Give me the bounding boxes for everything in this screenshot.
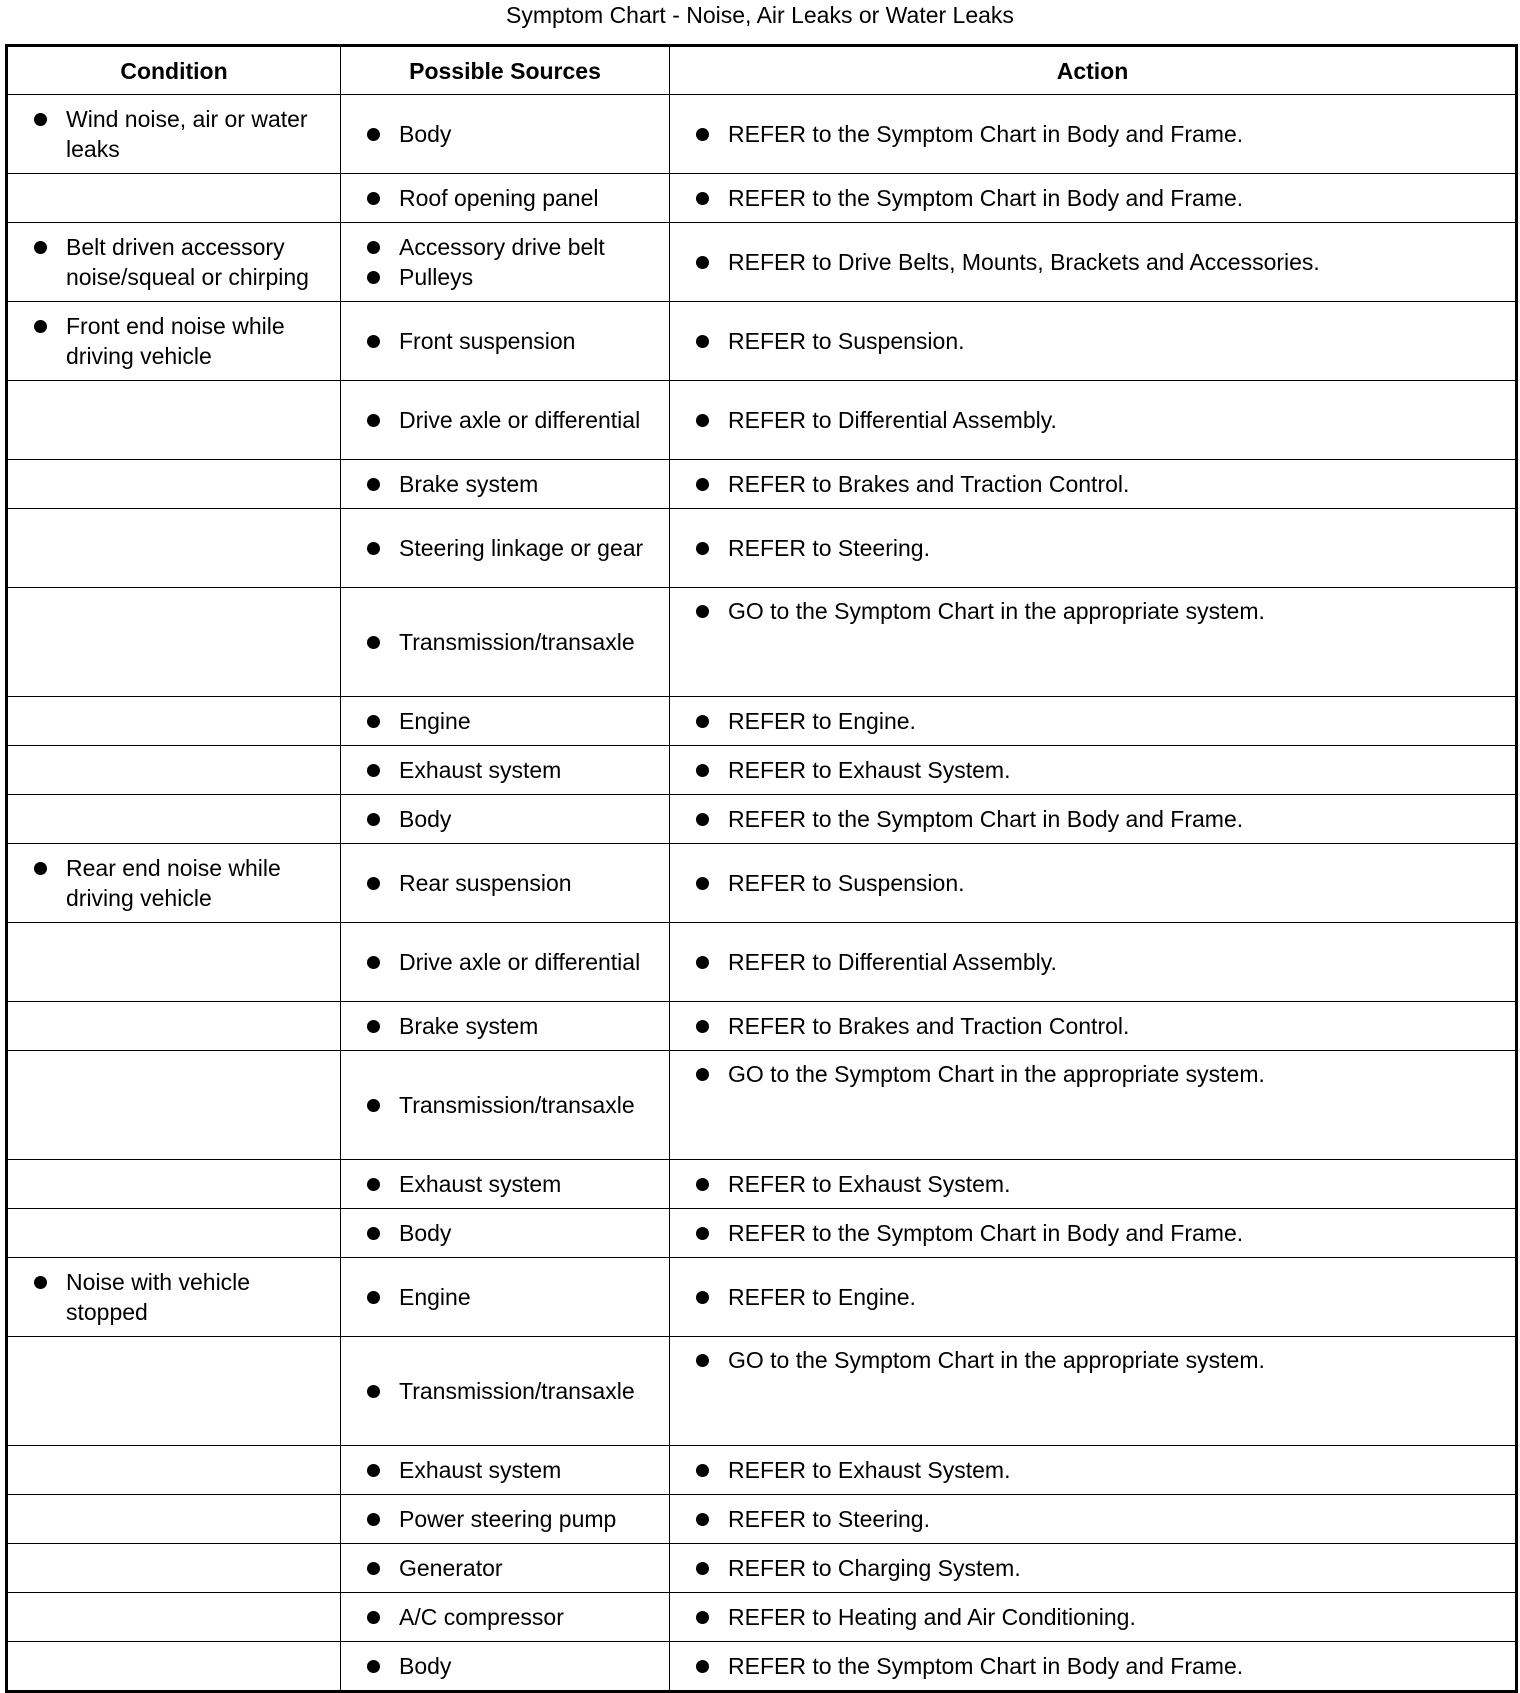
source-item <box>367 469 661 499</box>
bullet-icon <box>367 813 380 826</box>
bullet-icon <box>696 128 709 141</box>
bullet-icon <box>34 320 47 333</box>
action-cell <box>670 174 1517 223</box>
action-item <box>696 469 1507 499</box>
table-row <box>7 923 1517 1002</box>
action-text: REFER to Differential Assembly. <box>728 949 1057 975</box>
source-text: Brake system <box>399 471 539 497</box>
action-item <box>696 1651 1507 1681</box>
action-text: REFER to the Symptom Chart in Body and Frame. <box>728 1653 1244 1679</box>
bullet-icon <box>34 241 47 254</box>
source-text: Steering linkage or gear <box>399 535 644 561</box>
condition-item <box>34 104 332 164</box>
source-item <box>367 804 661 834</box>
source-item <box>367 868 661 898</box>
condition-text: Belt driven accessory noise/squeal or chirping <box>66 234 309 290</box>
condition-item <box>34 311 332 371</box>
action-text: GO to the Symptom Chart in the appropriate system. <box>728 598 1265 624</box>
action-item <box>696 596 1507 626</box>
bullet-icon <box>34 1276 47 1289</box>
bullet-icon <box>696 1354 709 1367</box>
action-text: REFER to Suspension. <box>728 328 965 354</box>
condition-cell <box>7 1258 341 1337</box>
action-item <box>696 804 1507 834</box>
condition-cell <box>7 381 341 460</box>
action-text: REFER to the Symptom Chart in Body and Frame. <box>728 806 1244 832</box>
table-body <box>7 95 1517 1692</box>
source-text: Roof opening panel <box>399 185 599 211</box>
action-cell <box>670 1002 1517 1051</box>
condition-cell <box>7 1446 341 1495</box>
possible-sources-cell <box>341 1446 670 1495</box>
bullet-icon <box>367 128 380 141</box>
source-text: Engine <box>399 1284 471 1310</box>
action-item <box>696 1059 1507 1089</box>
source-item <box>367 1455 661 1485</box>
action-item <box>696 405 1507 435</box>
condition-cell <box>7 174 341 223</box>
bullet-icon <box>696 1178 709 1191</box>
possible-sources-cell <box>341 1209 670 1258</box>
table-row <box>7 697 1517 746</box>
possible-sources-cell <box>341 795 670 844</box>
action-text: REFER to Engine. <box>728 1284 916 1310</box>
bullet-icon <box>696 414 709 427</box>
condition-cell <box>7 302 341 381</box>
bullet-icon <box>367 1562 380 1575</box>
bullet-icon <box>696 1611 709 1624</box>
bullet-icon <box>696 764 709 777</box>
bullet-icon <box>367 764 380 777</box>
possible-sources-cell <box>341 223 670 302</box>
possible-sources-cell <box>341 588 670 697</box>
table-row <box>7 302 1517 381</box>
source-text: Drive axle or differential <box>399 949 641 975</box>
action-text: REFER to the Symptom Chart in Body and Frame. <box>728 185 1244 211</box>
possible-sources-cell <box>341 509 670 588</box>
source-item <box>367 1651 661 1681</box>
bullet-icon <box>367 414 380 427</box>
condition-cell <box>7 1544 341 1593</box>
possible-sources-cell <box>341 697 670 746</box>
header-condition: Condition <box>7 46 341 95</box>
action-cell <box>670 1209 1517 1258</box>
source-text: Body <box>399 121 452 147</box>
condition-cell <box>7 1160 341 1209</box>
source-text: Exhaust system <box>399 1457 562 1483</box>
table-row <box>7 460 1517 509</box>
table-row <box>7 746 1517 795</box>
action-cell <box>670 1642 1517 1692</box>
source-text: Front suspension <box>399 328 576 354</box>
possible-sources-cell <box>341 1258 670 1337</box>
source-item <box>367 947 661 977</box>
bullet-icon <box>696 542 709 555</box>
bullet-icon <box>367 1385 380 1398</box>
action-item <box>696 1504 1507 1534</box>
bullet-icon <box>367 715 380 728</box>
action-item <box>696 247 1507 277</box>
bullet-icon <box>367 956 380 969</box>
symptom-chart-table <box>5 44 1518 1693</box>
bullet-icon <box>696 478 709 491</box>
condition-cell <box>7 1002 341 1051</box>
source-text: Transmission/transaxle <box>399 1092 635 1118</box>
action-item <box>696 755 1507 785</box>
source-item <box>367 1376 661 1406</box>
condition-cell <box>7 1593 341 1642</box>
bullet-icon <box>34 862 47 875</box>
bullet-icon <box>696 715 709 728</box>
condition-cell <box>7 95 341 174</box>
bullet-icon <box>367 271 380 284</box>
bullet-icon <box>367 1227 380 1240</box>
bullet-icon <box>696 877 709 890</box>
action-text: REFER to Steering. <box>728 1506 930 1532</box>
action-text: REFER to Exhaust System. <box>728 1457 1011 1483</box>
source-text: Power steering pump <box>399 1506 617 1532</box>
action-text: REFER to Differential Assembly. <box>728 407 1057 433</box>
table-row <box>7 174 1517 223</box>
action-item <box>696 1169 1507 1199</box>
bullet-icon <box>696 1020 709 1033</box>
action-cell <box>670 1160 1517 1209</box>
source-item <box>367 1553 661 1583</box>
action-item <box>696 868 1507 898</box>
bullet-icon <box>367 1611 380 1624</box>
source-item <box>367 405 661 435</box>
condition-cell <box>7 923 341 1002</box>
possible-sources-cell <box>341 1642 670 1692</box>
action-text: GO to the Symptom Chart in the appropriate system. <box>728 1061 1265 1087</box>
bullet-icon <box>696 1660 709 1673</box>
bullet-icon <box>367 1291 380 1304</box>
source-item <box>367 1602 661 1632</box>
bullet-icon <box>696 956 709 969</box>
condition-text: Rear end noise while driving vehicle <box>66 855 281 911</box>
table-row <box>7 1642 1517 1692</box>
source-text: Body <box>399 1220 452 1246</box>
source-item <box>367 627 661 657</box>
condition-cell <box>7 1337 341 1446</box>
possible-sources-cell <box>341 174 670 223</box>
bullet-icon <box>367 1020 380 1033</box>
condition-cell <box>7 746 341 795</box>
action-item <box>696 1218 1507 1248</box>
header-possible-sources: Possible Sources <box>341 46 670 95</box>
source-text: A/C compressor <box>399 1604 564 1630</box>
source-text: Brake system <box>399 1013 539 1039</box>
action-cell <box>670 746 1517 795</box>
bullet-icon <box>696 335 709 348</box>
action-cell <box>670 1495 1517 1544</box>
bullet-icon <box>367 636 380 649</box>
source-text: Body <box>399 1653 452 1679</box>
bullet-icon <box>367 1099 380 1112</box>
action-cell <box>670 1544 1517 1593</box>
action-item <box>696 119 1507 149</box>
table-row <box>7 1160 1517 1209</box>
action-item <box>696 183 1507 213</box>
action-cell <box>670 1446 1517 1495</box>
bullet-icon <box>367 877 380 890</box>
source-text: Generator <box>399 1555 503 1581</box>
bullet-icon <box>367 478 380 491</box>
source-text: Rear suspension <box>399 870 572 896</box>
action-item <box>696 326 1507 356</box>
action-cell <box>670 1593 1517 1642</box>
source-item <box>367 232 661 262</box>
possible-sources-cell <box>341 1593 670 1642</box>
condition-text: Wind noise, air or water leaks <box>66 106 308 162</box>
action-text: REFER to Heating and Air Conditioning. <box>728 1604 1136 1630</box>
source-text: Engine <box>399 708 471 734</box>
source-text: Accessory drive belt <box>399 234 605 260</box>
action-item <box>696 1602 1507 1632</box>
bullet-icon <box>367 1464 380 1477</box>
condition-cell <box>7 795 341 844</box>
action-text: REFER to Charging System. <box>728 1555 1021 1581</box>
source-item <box>367 533 661 563</box>
action-cell <box>670 223 1517 302</box>
action-text: REFER to Drive Belts, Mounts, Brackets and Accessories. <box>728 249 1320 275</box>
condition-cell <box>7 1495 341 1544</box>
condition-text: Noise with vehicle stopped <box>66 1269 251 1325</box>
table-header-row <box>7 46 1517 95</box>
source-item <box>367 1282 661 1312</box>
chart-title: Symptom Chart - Noise, Air Leaks or Water Leaks <box>506 2 1014 28</box>
bullet-icon <box>696 1291 709 1304</box>
action-text: GO to the Symptom Chart in the appropriate system. <box>728 1347 1265 1373</box>
possible-sources-cell <box>341 1337 670 1446</box>
action-cell <box>670 460 1517 509</box>
table-row <box>7 1446 1517 1495</box>
bullet-icon <box>696 1068 709 1081</box>
condition-item <box>34 853 332 913</box>
action-cell <box>670 509 1517 588</box>
possible-sources-cell <box>341 923 670 1002</box>
action-text: REFER to the Symptom Chart in Body and Frame. <box>728 1220 1244 1246</box>
possible-sources-cell <box>341 746 670 795</box>
table-row <box>7 1051 1517 1160</box>
condition-cell <box>7 509 341 588</box>
bullet-icon <box>696 1464 709 1477</box>
action-item <box>696 533 1507 563</box>
source-text: Exhaust system <box>399 1171 562 1197</box>
action-cell <box>670 95 1517 174</box>
action-text: REFER to Exhaust System. <box>728 757 1011 783</box>
bullet-icon <box>367 542 380 555</box>
action-item <box>696 1011 1507 1041</box>
action-text: REFER to Suspension. <box>728 870 965 896</box>
possible-sources-cell <box>341 302 670 381</box>
action-item <box>696 947 1507 977</box>
source-text: Pulleys <box>399 264 474 290</box>
condition-cell <box>7 697 341 746</box>
header-action: Action <box>670 46 1517 95</box>
bullet-icon <box>367 192 380 205</box>
possible-sources-cell <box>341 95 670 174</box>
condition-cell <box>7 223 341 302</box>
bullet-icon <box>696 1513 709 1526</box>
condition-item <box>34 1267 332 1327</box>
possible-sources-cell <box>341 1002 670 1051</box>
action-item <box>696 1455 1507 1485</box>
action-text: REFER to Brakes and Traction Control. <box>728 1013 1130 1039</box>
action-cell <box>670 1051 1517 1160</box>
condition-cell <box>7 844 341 923</box>
possible-sources-cell <box>341 1051 670 1160</box>
condition-item <box>34 232 332 292</box>
action-text: REFER to Exhaust System. <box>728 1171 1011 1197</box>
table-row <box>7 1337 1517 1446</box>
source-item <box>367 706 661 736</box>
action-cell <box>670 588 1517 697</box>
bullet-icon <box>696 1227 709 1240</box>
table-row <box>7 223 1517 302</box>
action-cell <box>670 302 1517 381</box>
bullet-icon <box>367 241 380 254</box>
possible-sources-cell <box>341 844 670 923</box>
source-item <box>367 326 661 356</box>
bullet-icon <box>696 256 709 269</box>
action-item <box>696 706 1507 736</box>
action-text: REFER to Brakes and Traction Control. <box>728 471 1130 497</box>
bullet-icon <box>367 1178 380 1191</box>
source-text: Body <box>399 806 452 832</box>
table-row <box>7 1002 1517 1051</box>
source-item <box>367 1090 661 1120</box>
source-item <box>367 183 661 213</box>
action-item <box>696 1345 1507 1375</box>
condition-cell <box>7 460 341 509</box>
table-row <box>7 381 1517 460</box>
source-text: Transmission/transaxle <box>399 1378 635 1404</box>
action-cell <box>670 697 1517 746</box>
action-cell <box>670 1258 1517 1337</box>
action-cell <box>670 1337 1517 1446</box>
action-text: REFER to Engine. <box>728 708 916 734</box>
condition-cell <box>7 588 341 697</box>
possible-sources-cell <box>341 1160 670 1209</box>
source-item <box>367 1218 661 1248</box>
table-row <box>7 1544 1517 1593</box>
source-text: Transmission/transaxle <box>399 629 635 655</box>
source-item <box>367 1011 661 1041</box>
table-row <box>7 588 1517 697</box>
bullet-icon <box>34 113 47 126</box>
condition-cell <box>7 1642 341 1692</box>
possible-sources-cell <box>341 1495 670 1544</box>
bullet-icon <box>696 192 709 205</box>
action-item <box>696 1553 1507 1583</box>
table-row <box>7 1258 1517 1337</box>
action-item <box>696 1282 1507 1312</box>
bullet-icon <box>367 335 380 348</box>
condition-text: Front end noise while driving vehicle <box>66 313 285 369</box>
bullet-icon <box>696 605 709 618</box>
source-text: Drive axle or differential <box>399 407 641 433</box>
bullet-icon <box>367 1513 380 1526</box>
source-item <box>367 1504 661 1534</box>
action-cell <box>670 381 1517 460</box>
action-text: REFER to Steering. <box>728 535 930 561</box>
possible-sources-cell <box>341 460 670 509</box>
bullet-icon <box>367 1660 380 1673</box>
action-cell <box>670 923 1517 1002</box>
possible-sources-cell <box>341 1544 670 1593</box>
table-row <box>7 509 1517 588</box>
action-cell <box>670 795 1517 844</box>
action-text: REFER to the Symptom Chart in Body and Frame. <box>728 121 1244 147</box>
table-row <box>7 844 1517 923</box>
bullet-icon <box>696 813 709 826</box>
table-row <box>7 1593 1517 1642</box>
source-item <box>367 119 661 149</box>
source-item <box>367 755 661 785</box>
condition-cell <box>7 1209 341 1258</box>
bullet-icon <box>696 1562 709 1575</box>
source-text: Exhaust system <box>399 757 562 783</box>
source-item <box>367 1169 661 1199</box>
table-row <box>7 1495 1517 1544</box>
condition-cell <box>7 1051 341 1160</box>
action-cell <box>670 844 1517 923</box>
table-row <box>7 1209 1517 1258</box>
possible-sources-cell <box>341 381 670 460</box>
source-item <box>367 262 661 292</box>
table-row <box>7 95 1517 174</box>
table-row <box>7 795 1517 844</box>
